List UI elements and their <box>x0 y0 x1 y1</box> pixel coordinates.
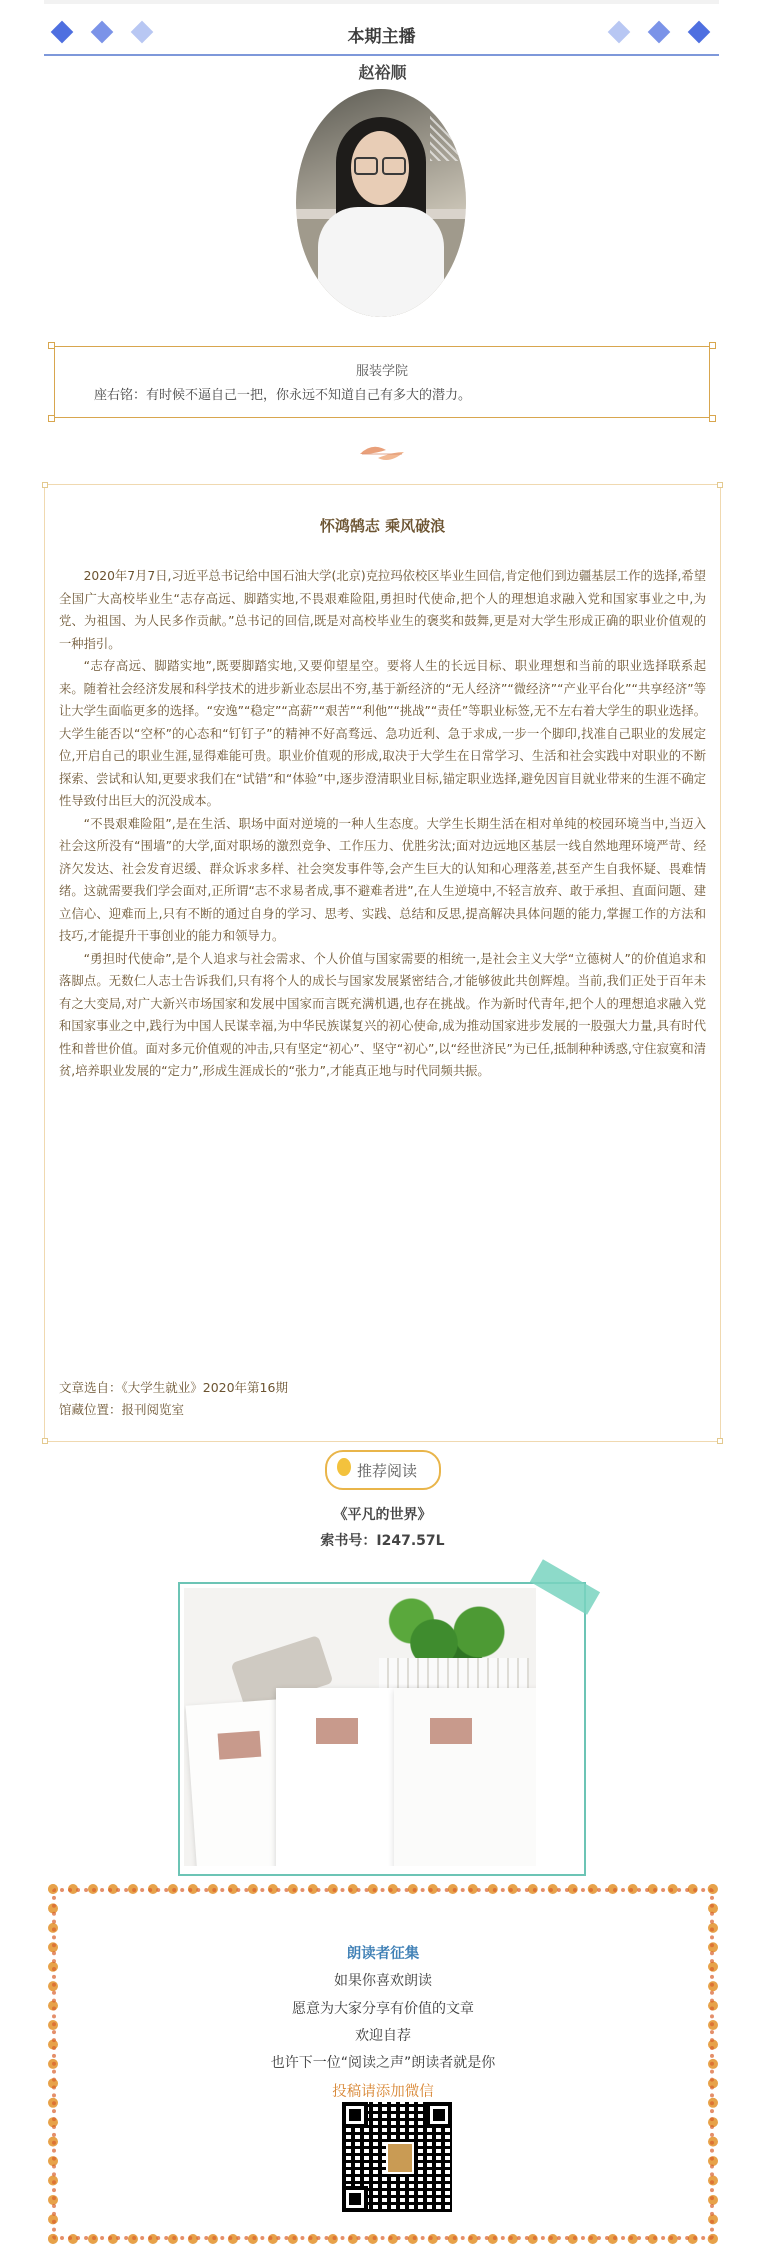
recruit-line: 如果你喜欢朗读 <box>334 1973 432 1989</box>
leaf-decoration-icon <box>352 440 412 470</box>
book-call-number: 索书号：I247.57L <box>320 1533 445 1549</box>
top-divider <box>44 0 719 4</box>
recruit-line: 欢迎自荐 <box>355 2028 411 2044</box>
host-motto: 座右铭：有时候不逼自己一把，你永远不知道自己有多大的潜力。 <box>94 388 472 403</box>
recommend-label: 推荐阅读 <box>357 1462 418 1480</box>
article-card <box>44 484 721 1442</box>
avatar <box>386 2142 414 2174</box>
article-title: 怀鸿鹄志 乘风破浪 <box>319 517 446 535</box>
article-meta <box>59 1377 288 1421</box>
host-college: 服装学院 <box>355 364 408 379</box>
recruit-line: 也许下一位“阅读之声”朗读者就是你 <box>270 2055 496 2071</box>
lightbulb-icon <box>337 1458 351 1476</box>
recruit-title: 朗读者征集 <box>346 1946 420 1962</box>
article-paragraph: 2020年7月7日,习近平总书记给中国石油大学(北京)克拉玛依校区毕业生回信,肯定他们到边疆基层工作的选择,希望全国广大高校毕业生“志存高远、脚踏实地,不畏艰难险阻,勇担时代使命,把个人的理想追求融入党和国家事业之中,为党、为祖国、为人民多作贡献。”总书记的回信,既是对高校毕业生的褒奖和鼓舞,更是对大学生形成正确的职业价值观的一种指引。 <box>59 569 706 651</box>
recruit-line: 愿意为大家分享有价值的文章 <box>292 2001 474 2017</box>
article-body <box>59 565 706 1083</box>
recommend-reading-badge <box>325 1450 441 1490</box>
wechat-qr-code[interactable] <box>342 2102 452 2212</box>
article-location: 馆藏位置：报刊阅览室 <box>59 1402 185 1417</box>
article-paragraph: “志存高远、脚踏实地”,既要脚踏实地,又要仰望星空。要将人生的长远目标、职业理想和当前的职业选择联系起来。随着社会经济发展和科学技术的进步新业态层出不穷,基于新经济的“无人经济”“微经济”“产业平台化”“共享经济”等让大学生面临更多的选择。“安逸”“稳定”“高薪”“艰苦”“利他”“挑战”“责任”等职业标签,无不左右着大学生的职业选择。大学生能否以“空杯”的心态和“钉钉子”的精神不好高骛远、急功近利、急于求成,一步一个脚印,找准自己职业的发展定位,开启自己的职业生涯,显得难能可贵。职业价值观的形成,取决于大学生在日常学习、生活和社会实践中对职业的不断探索、尝试和认知,更要求我们在“试错”和“体验”中,逐步澄清职业目标,锚定职业选择,避免因盲目就业带来的生涯不确定性导致付出巨大的沉没成本。 <box>59 659 706 808</box>
host-name: 赵裕顺 <box>358 63 407 82</box>
host-section-header <box>44 14 719 56</box>
book-title: 《平凡的世界》 <box>333 1507 432 1523</box>
article-source: 文章选自：《大学生就业》2020年第16期 <box>59 1380 288 1395</box>
book-photo <box>184 1588 536 1866</box>
article-paragraph: “勇担时代使命”,是个人追求与社会需求、个人价值与国家需要的相统一,是社会主义大学“立德树人”的价值追求和落脚点。无数仁人志士告诉我们,只有将个人的成长与国家发展紧密结合,才能够彼此共创辉煌。当前,我们正处于百年未有之大变局,对广大新兴市场国家和发展中国家而言既充满机遇,也存在挑战。作为新时代青年,把个人的理想追求融入党和国家事业之中,践行为中国人民谋幸福,为中华民族谋复兴的初心使命,成为推动国家进步发展的一股强大力量,具有时代性和普世价值。面对多元价值观的冲击,只有坚定“初心”、坚守“初心”,以“经世济民”为已任,抵制种种诱惑,守住寂寞和清贫,培养职业发展的“定力”,形成生涯成长的“张力”,才能真正地与时代同频共振。 <box>59 951 706 1078</box>
submission-cta: 投稿请添加微信 <box>332 2084 434 2100</box>
section-title: 本期主播 <box>347 27 416 47</box>
reader-recruitment-card <box>48 1884 718 2244</box>
host-info-box <box>48 342 716 422</box>
host-portrait <box>296 89 466 317</box>
header-underline <box>44 54 719 56</box>
article-paragraph: “不畏艰难险阻”,是在生活、职场中面对逆境的一种人生态度。大学生长期生活在相对单纯的校园环境当中,当迈入社会这所没有“围墙”的大学,面对职场的激烈竞争、工作压力、优胜劣汰;面对边远地区基层一线自然地理环境严苛、经济欠发达、社会发育迟缓、群众诉求多样、社会突发事件等,会产生巨大的认知和心理落差,甚至产生自我怀疑、畏难情绪。这就需要我们学会面对,正所谓“志不求易者成,事不避难者进”,在人生逆境中,不轻言放弃、敢于承担、直面问题、建立信心、迎难而上,只有不断的通过自身的学习、思考、实践、总结和反思,提高解决具体问题的能力,掌握工作的方法和技巧,才能提升干事创业的能力和领导力。 <box>59 816 706 943</box>
